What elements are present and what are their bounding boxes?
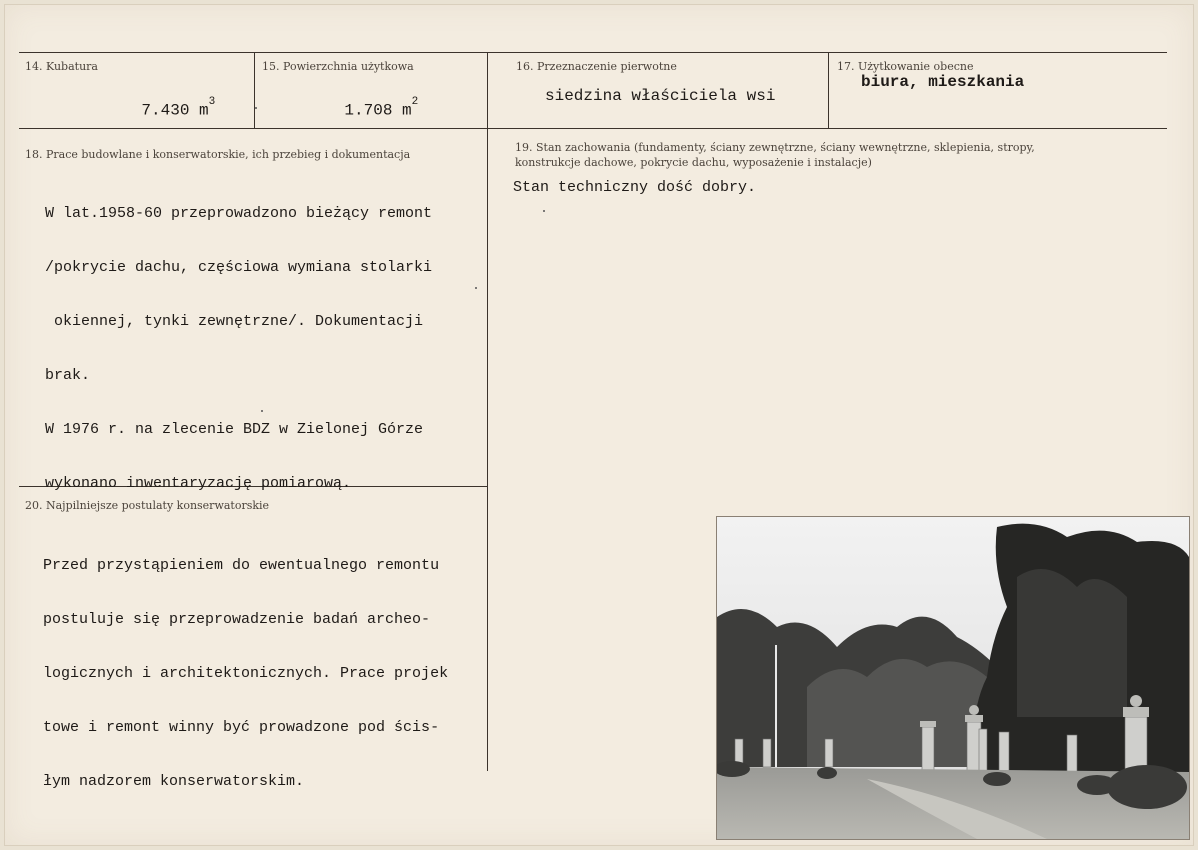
field-20-label: 20. Najpilniejsze postulaty konserwatorskie (25, 499, 270, 512)
field-18-line: wykonano inwentaryzację pomiarową. (45, 475, 352, 492)
paper-speck (543, 210, 545, 212)
photograph-park (716, 516, 1190, 840)
field-16-value: siedzina właściciela wsi (545, 87, 776, 105)
field-20-line: postuluje się przeprowadzenie badań archeo- (43, 611, 431, 628)
field-15-label: 15. Powierzchnia użytkowa (262, 60, 414, 73)
field-18-label: 18. Prace budowlane i konserwatorskie, ich przebieg i dokumentacja (25, 148, 411, 161)
field-20-line: Przed przystąpieniem do ewentualnego remontu (43, 557, 440, 574)
field-19-label (515, 140, 1035, 170)
field-16-label: 16. Przeznaczenie pierwotne (516, 60, 677, 73)
field-18-line: okiennej, tynki zewnętrzne/. Dokumentacji (45, 313, 424, 330)
field-19-label-line: konstrukcje dachowe, pokrycie dachu, wyposażenie i instalacje) (515, 156, 872, 169)
field-20-line: łym nadzorem konserwatorskim. (43, 773, 305, 790)
paper-speck (255, 107, 257, 109)
field-17-label: 17. Użytkowanie obecne (837, 60, 974, 73)
field-20-line: logicznych i architektonicznych. Prace projek (43, 665, 449, 682)
paper-speck (261, 410, 263, 412)
field-14-label: 14. Kubatura (25, 60, 98, 73)
field-15-value: 1.708 $m^2$ (344, 96, 419, 120)
field-20-text (43, 521, 448, 827)
field-17-value: biura, mieszkania (861, 73, 1025, 91)
field-18-line: W 1976 r. na zlecenie BDZ w Zielonej Górze (45, 421, 424, 438)
field-19-label-line: 19. Stan zachowania (fundamenty, ściany zewnętrzne, ściany wewnętrzne, sklepienia, stropy, (515, 141, 1035, 154)
field-14-value: 7.430 $m^3$ (141, 96, 216, 120)
rule-top (19, 52, 1167, 53)
field-18-text (45, 169, 432, 529)
rule-v-15-16 (487, 52, 488, 771)
field-18-line: brak. (45, 367, 91, 384)
photo-image (717, 517, 1189, 839)
rule-v-16-17 (828, 52, 829, 129)
field-18-line: W lat.1958-60 przeprowadzono bieżący remont (45, 205, 433, 222)
paper-speck (475, 287, 477, 289)
field-19-value: Stan techniczny dość dobry. (513, 179, 757, 196)
field-20-line: towe i remont winny być prowadzone pod ścis- (43, 719, 440, 736)
field-18-line: /pokrycie dachu, częściowa wymiana stolarki (45, 259, 433, 276)
rule-v-14-15 (254, 52, 255, 129)
